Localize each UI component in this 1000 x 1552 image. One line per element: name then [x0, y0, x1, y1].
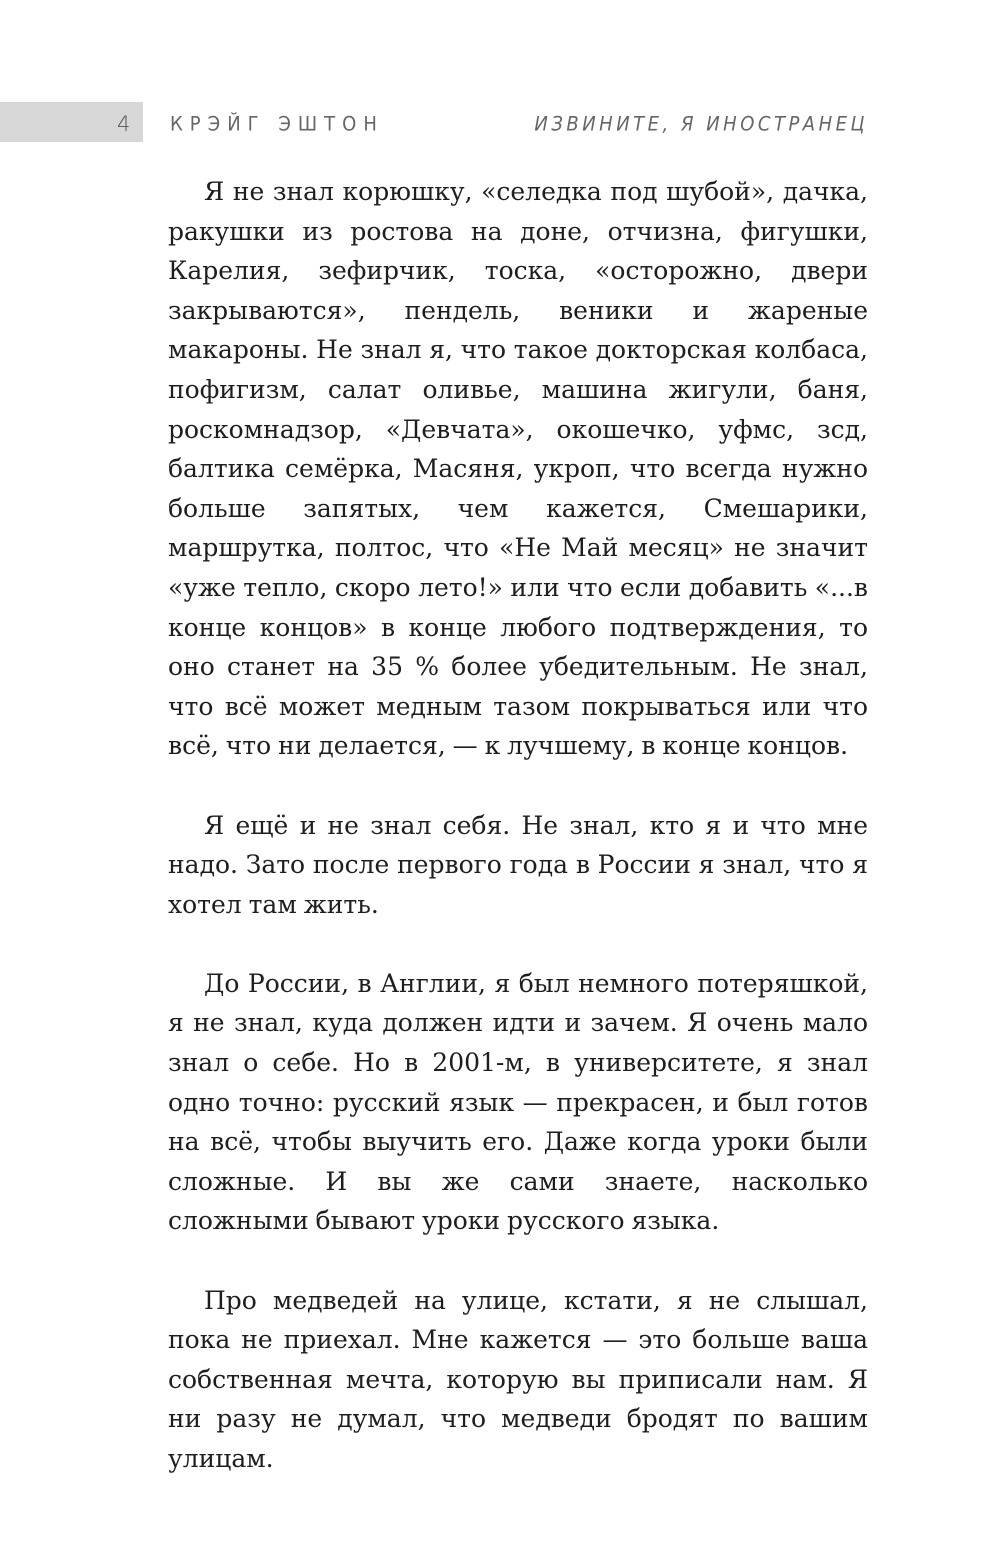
- paragraph-1: Я не знал корюшку, «селедка под шубой», дачка, ракушки из ростова на доне, отчизна, фигушки, Карелия, зефирчик, тоска, «осторожно, двери закрываются», пендель, веники и жареные макароны. Не знал я, что такое докторская колбаса, пофигизм, салат оливье, машина жигули, баня, роскомнадзор, «Девчата», окошечко, уфмс, зсд, балтика семёрка, Масяня, укроп, что всегда нужно больше запятых, чем кажется, Смешарики, маршрутка, полтос, что «Не Май месяц» не значит «уже тепло, скоро лето!» или что если добавить «...в конце концов» в конце любого подтверждения, то оно станет на 35 % более убедительным. Не знал, что всё может медным тазом покрываться или что всё, что ни делается, — к лучшему, в конце концов.: [168, 177, 868, 761]
- paragraph-3: До России, в Англии, я был немного потеряшкой, я не знал, куда должен идти и зачем. Я очень мало знал о себе. Но в 2001-м, в университете, я знал одно точно: русский язык — прекрасен, и был готов на всё, чтобы выучить его. Даже когда уроки были сложные. И вы же сами знаете, насколько сложными бывают уроки русского языка.: [168, 968, 868, 1236]
- paragraph-4: Про медведей на улице, кстати, я не слышал, пока не приехал. Мне кажется — это больше ваша собственная мечта, которую вы приписали нам. Я ни разу не думал, что медведи бродят по вашим улицам.: [168, 1285, 868, 1473]
- body-text: [168, 172, 868, 1479]
- running-header-author: КРЭЙГ ЭШТОН: [170, 113, 384, 137]
- page-number: 4: [117, 112, 132, 136]
- running-header-title: ИЗВИНИТЕ, Я ИНОСТРАНЕЦ: [534, 113, 868, 137]
- paragraph-2: Я ещё и не знал себя. Не знал, кто я и что мне надо. Зато после первого года в России я знал, что я хотел там жить.: [168, 810, 868, 919]
